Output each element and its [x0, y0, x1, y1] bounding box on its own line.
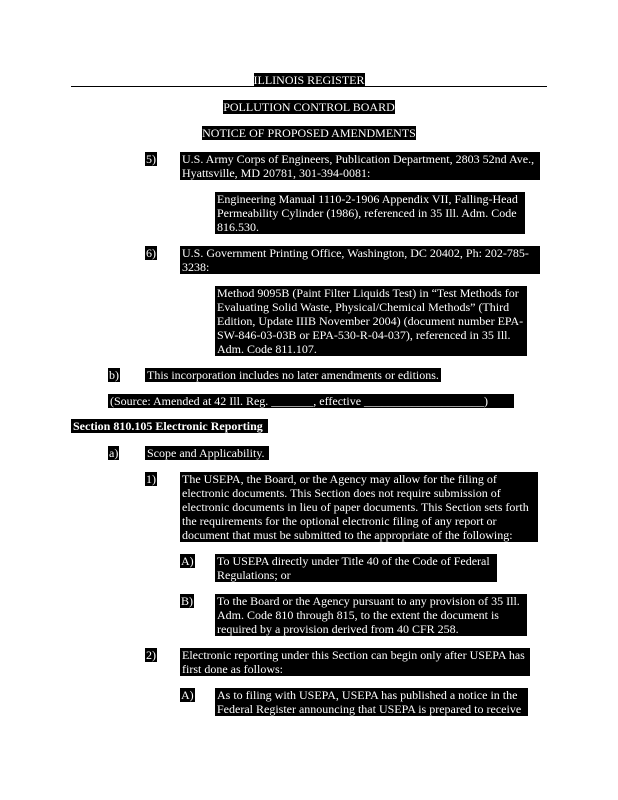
- item-a1-A-label: A): [181, 554, 194, 568]
- item-6-label: 6): [146, 246, 156, 260]
- register-title: ILLINOIS REGISTER: [253, 73, 365, 87]
- section-heading: Section 810.105 Electronic Reporting: [71, 419, 268, 433]
- notice-header: [0, 126, 618, 141]
- item-a1-label: 1): [146, 472, 156, 486]
- register-header: [0, 73, 618, 88]
- item-b-text: This incorporation includes no later amendments or editions.: [145, 368, 441, 382]
- item-6-text: U.S. Government Printing Office, Washington, DC 20402, Ph: 202-785-3238:: [180, 246, 540, 274]
- item-a1-text: The USEPA, the Board, or the Agency may allow for the filing of electronic documents. This Section does not require submission of electronic documents in lieu of paper documents. This Section sets forth the requirements for the optional electronic filing of any report or document that must be submitted to the appropriate of the following:: [180, 472, 538, 542]
- item-5-label: 5): [146, 152, 156, 166]
- item-a-text: Scope and Applicability.: [145, 446, 269, 460]
- item-6-sub: Method 9095B (Paint Filter Liquids Test) in “Test Methods for Evaluating Solid Waste, Physical/Chemical Methods” (Third Edition, Update IIIB November 2004) (document number EPA-SW-846-03-03B or EPA-530-R-04-037), referenced in 35 Ill. Adm. Code 811.107.: [215, 286, 527, 356]
- item-a1-B-text: To the Board or the Agency pursuant to any provision of 35 Ill. Adm. Code 810 through 815, to the extent the document is required by a provision derived from 40 CFR 258.: [215, 594, 527, 636]
- item-a-label: a): [109, 446, 119, 460]
- board-header: [0, 100, 618, 115]
- item-a2-A-text: As to filing with USEPA, USEPA has published a notice in the Federal Register announcing that USEPA is prepared to receive: [215, 688, 528, 716]
- item-a1-B-label: B): [181, 594, 193, 608]
- notice-title: NOTICE OF PROPOSED AMENDMENTS: [202, 126, 416, 140]
- item-a1-A-text: To USEPA directly under Title 40 of the Code of Federal Regulations; or: [215, 554, 497, 582]
- item-b-label: b): [109, 368, 119, 382]
- source-note: (Source: Amended at 42 Ill. Reg. _______, effective ____________________): [108, 394, 514, 408]
- item-5-text: U.S. Army Corps of Engineers, Publication Department, 2803 52nd Ave., Hyattsville, MD 20781, 301-394-0081:: [180, 152, 540, 180]
- item-a2-text: Electronic reporting under this Section can begin only after USEPA has first done as follows:: [180, 648, 530, 676]
- item-a2-A-label: A): [181, 688, 194, 702]
- item-a2-label: 2): [146, 648, 156, 662]
- item-5-sub: Engineering Manual 1110-2-1906 Appendix VII, Falling-Head Permeability Cylinder (1986), referenced in 35 Ill. Adm. Code 816.530.: [215, 192, 525, 234]
- board-title: POLLUTION CONTROL BOARD: [223, 100, 395, 114]
